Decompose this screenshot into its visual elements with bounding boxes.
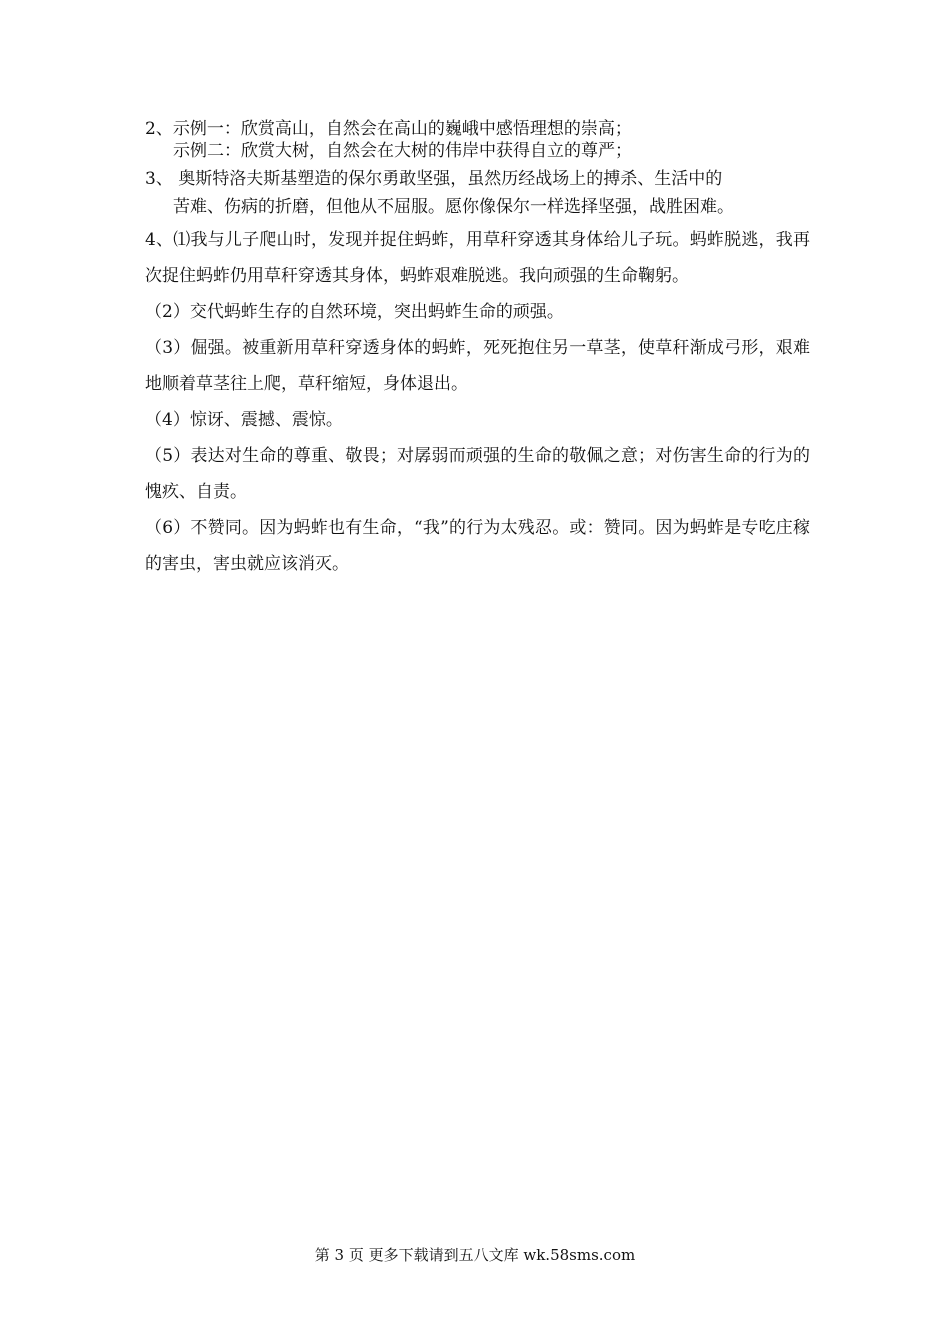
answer-4-part-3: （3）倔强。被重新用草秆穿透身体的蚂蚱，死死抱住另一草茎，使草秆渐成弓形，艰难地顺着草茎往上爬，草秆缩短，身体退出。 — [145, 338, 810, 394]
answer-2-example-1: 2、示例一：欣赏高山，自然会在高山的巍峨中感悟理想的崇高； — [145, 119, 632, 139]
answer-4-part-6: （6）不赞同。因为蚂蚱也有生命，“我”的行为太残忍。或：赞同。因为蚂蚱是专吃庄稼的害虫，害虫就应该消灭。 — [145, 518, 810, 574]
answer-4-part-4: （4）惊讶、震撼、震惊。 — [145, 410, 343, 430]
answer-3-line-1: 3、 奥斯特洛夫斯基塑造的保尔勇敢坚强，虽然历经战场上的搏杀、生活中的 — [145, 169, 723, 189]
answer-4-part-1: 4、⑴我与儿子爬山时，发现并捉住蚂蚱，用草秆穿透其身体给儿子玩。蚂蚱脱逃，我再次捉住蚂蚱仍用草秆穿透其身体，蚂蚱艰难脱逃。我向顽强的生命鞠躬。 — [145, 230, 810, 286]
answer-4-part-5: （5）表达对生命的尊重、敬畏；对孱弱而顽强的生命的敬佩之意；对伤害生命的行为的愧疚、自责。 — [145, 446, 810, 502]
answer-2-example-2: 示例二：欣赏大树，自然会在大树的伟岸中获得自立的尊严； — [173, 141, 632, 161]
answer-3-line-2: 苦难、伤病的折磨，但他从不屈服。愿你像保尔一样选择坚强，战胜困难。 — [173, 197, 734, 217]
answer-section — [145, 118, 810, 582]
page-footer: 第 3 页 更多下载请到五八文库 wk.58sms.com — [314, 1246, 636, 1264]
answer-4-part-2: （2）交代蚂蚱生存的自然环境，突出蚂蚱生命的顽强。 — [145, 302, 564, 322]
